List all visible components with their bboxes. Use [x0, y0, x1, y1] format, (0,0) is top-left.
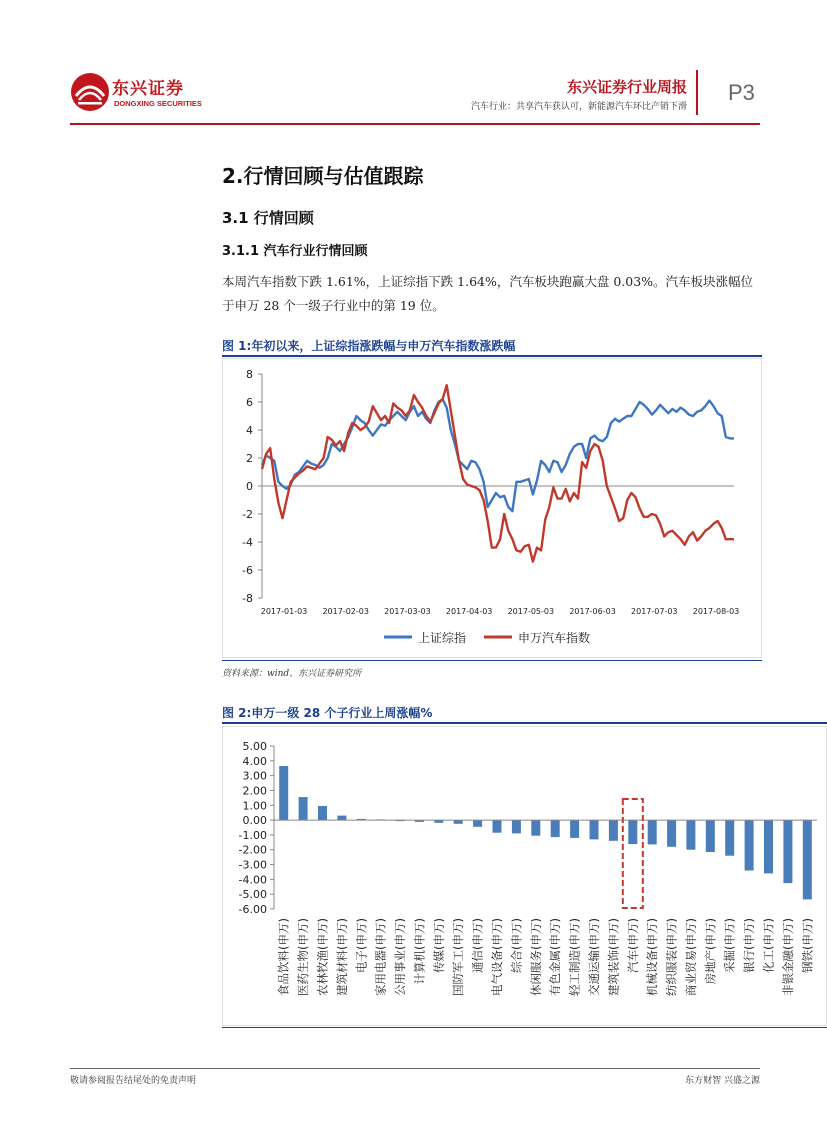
chart2-bar — [299, 797, 308, 820]
figure1-source: 资料来源：wind、东兴证券研究所 — [222, 669, 362, 679]
bar-chart — [222, 726, 827, 1026]
chart1-legend-label: 申万汽车指数 — [518, 631, 591, 645]
chart2-category-label: 采掘(申万) — [722, 918, 737, 973]
chart2-bar — [783, 820, 792, 883]
chart2-y-tick-label: -3.00 — [238, 858, 267, 872]
chart2-category-label: 交通运输(申万) — [587, 918, 601, 996]
chart2-category-label: 家用电器(申万) — [373, 918, 388, 996]
chart2-category-label: 房地产(申万) — [703, 918, 718, 985]
chart1-y-tick-label: -4 — [242, 536, 253, 549]
chart2-category-label: 化工(申万) — [761, 918, 776, 973]
chart2-bar — [570, 820, 579, 838]
chart1-x-tick-label: 2017-07-03 — [631, 607, 678, 616]
logo-text-en: DONGXING SECURITIES — [114, 99, 202, 108]
chart2-category-label: 国防军工(申万) — [451, 918, 466, 996]
chart1-y-tick-label: 0 — [246, 480, 253, 493]
footer-slogan: 东方财智 兴盛之源 — [685, 1076, 760, 1086]
chart2-category-label: 计算机(申万) — [412, 918, 427, 985]
chart2-y-tick-label: 1.00 — [242, 799, 267, 813]
chart2-bar — [454, 820, 463, 824]
report-title: 东兴证券行业周报 — [566, 78, 687, 96]
chart2-category-label: 汽车(申万) — [625, 918, 640, 973]
chart2-bar — [648, 820, 657, 844]
chart2-bar — [531, 820, 540, 836]
chart2-y-tick-label: 5.00 — [242, 740, 267, 753]
page-header — [0, 0, 827, 130]
chart2-bar — [473, 820, 482, 827]
chart2-bar — [512, 820, 521, 833]
chart2-category-label: 休闲服务(申万) — [528, 918, 543, 996]
chart2-y-tick-label: -6.00 — [238, 903, 267, 916]
chart2-y-tick-label: -5.00 — [238, 888, 267, 902]
chart2-category-label: 通信(申万) — [470, 918, 485, 973]
chart2-category-label: 机械设备(申万) — [645, 918, 660, 996]
chart2-bar — [279, 766, 288, 820]
figure1-top-rule — [222, 355, 762, 357]
chart1-y-tick-label: -8 — [242, 592, 253, 605]
figure1-title: 图 1:年初以来，上证综指涨跌幅与申万汽车指数涨跌幅 — [222, 339, 516, 353]
chart2-bar — [318, 806, 327, 820]
chart2-category-label: 农林牧渔(申万) — [315, 918, 330, 996]
subsub-heading: 3.1.1 汽车行业行情回顾 — [222, 244, 368, 259]
chart2-category-label: 医药生物(申万) — [296, 918, 311, 996]
chart2-category-label: 商业贸易(申万) — [683, 918, 698, 996]
line-chart — [222, 358, 762, 658]
chart2-category-label: 传媒(申万) — [431, 918, 446, 973]
chart2-category-label: 建筑材料(申万) — [334, 918, 349, 996]
figure1-bottom-rule — [222, 660, 762, 661]
chart2-bar — [551, 820, 560, 837]
chart1-legend-label: 上证综指 — [418, 631, 467, 645]
chart1-y-tick-label: -2 — [242, 508, 253, 521]
sub-heading: 3.1 行情回顾 — [222, 209, 314, 227]
chart2-y-tick-label: -4.00 — [238, 873, 267, 887]
chart1-y-tick-label: -6 — [242, 564, 253, 577]
chart1-y-tick-label: 8 — [246, 368, 253, 381]
chart2-bar — [590, 820, 599, 839]
chart1-x-tick-label: 2017-04-03 — [445, 607, 493, 616]
chart2-y-tick-label: -1.00 — [238, 828, 267, 842]
chart2-bar — [609, 820, 618, 841]
report-subtitle: 汽车行业：共享汽车获认可，新能源汽车环比产销下滑 — [470, 102, 687, 112]
chart2-bar — [803, 820, 812, 899]
chart2-category-label: 建筑装饰(申万) — [606, 918, 621, 996]
chart1-x-tick-label: 2017-08-03 — [692, 607, 740, 616]
chart1-x-tick-label: 2017-05-03 — [507, 607, 555, 616]
chart2-category-label: 食品饮料(申万) — [276, 918, 291, 996]
chart2-bar — [764, 820, 773, 873]
chart2-category-label: 公用事业(申万) — [393, 918, 408, 996]
chart2-bar — [745, 820, 754, 870]
chart2-bar — [725, 820, 734, 856]
chart2-category-label: 电子(申万) — [354, 918, 369, 973]
chart2-y-tick-label: -2.00 — [238, 843, 267, 857]
footer-disclaimer: 敬请参阅报告结尾处的免责声明 — [70, 1076, 197, 1086]
chart2-category-label: 轻工制造(申万) — [567, 918, 582, 996]
chart2-bar — [686, 820, 695, 850]
chart2-category-label: 银行(申万) — [742, 918, 757, 973]
chart2-y-tick-label: 2.00 — [242, 784, 267, 798]
chart1-y-tick-label: 2 — [246, 452, 253, 465]
chart2-category-label: 非银金融(申万) — [780, 918, 795, 996]
chart2-y-tick-label: 0.00 — [242, 814, 267, 828]
chart2-category-label: 纺织服装(申万) — [664, 918, 679, 996]
chart2-bar — [628, 820, 637, 844]
figure2-top-rule — [222, 722, 827, 724]
chart2-bar — [706, 820, 715, 852]
chart2-bar — [337, 816, 346, 820]
figure2-title: 图 2:申万一级 28 个子行业上周涨幅% — [222, 706, 433, 720]
header-rule — [70, 123, 760, 125]
company-logo-icon — [70, 72, 110, 112]
chart2-category-label: 电气设备(申万) — [490, 918, 504, 996]
chart1-y-tick-label: 6 — [246, 396, 253, 409]
chart2-category-label: 钢铁(申万) — [800, 918, 815, 973]
chart2-y-tick-label: 3.00 — [242, 769, 267, 783]
chart1-x-tick-label: 2017-03-03 — [384, 607, 431, 616]
body-paragraph: 本周汽车指数下跌 1.61%，上证综指下跌 1.64%，汽车板块跑赢大盘 0.03%。汽车板块涨幅位于申万 28 个一级子行业中的第 19 位。 — [222, 274, 754, 313]
figure2-bottom-rule — [222, 1027, 827, 1028]
chart1-y-tick-label: 4 — [246, 424, 253, 437]
chart2-category-label: 综合(申万) — [509, 918, 524, 973]
page-number: P3 — [728, 80, 755, 105]
chart2-bar — [667, 820, 676, 847]
chart1-x-tick-label: 2017-01-03 — [260, 607, 308, 616]
chart2-y-tick-label: 4.00 — [242, 754, 267, 768]
footer-rule — [70, 1068, 760, 1069]
chart2-bar — [493, 820, 502, 833]
logo-text-cn: 东兴证券 — [112, 79, 184, 99]
section-heading: 2.行情回顾与估值跟踪 — [222, 164, 424, 188]
chart2-frame — [222, 726, 827, 1026]
chart2-category-label: 有色金属(申万) — [548, 918, 563, 996]
chart1-x-tick-label: 2017-06-03 — [569, 607, 616, 616]
header-divider — [696, 70, 698, 115]
chart1-x-tick-label: 2017-02-03 — [322, 607, 369, 616]
